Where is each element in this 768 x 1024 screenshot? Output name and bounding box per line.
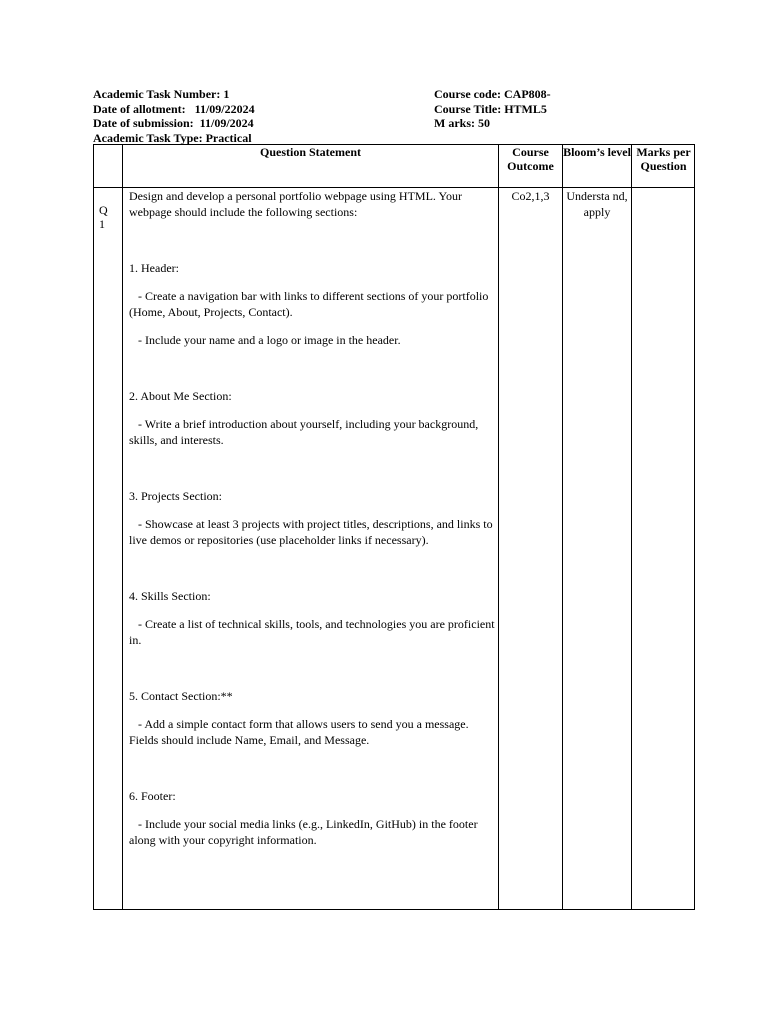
question-intro: Design and develop a personal portfolio webpage using HTML. Your webpage should include the following sections: <box>129 189 462 219</box>
header-row-1 <box>93 87 693 102</box>
section-title: 6. Footer: <box>129 789 176 803</box>
section-title: 3. Projects Section: <box>129 489 222 503</box>
section-item: - Add a simple contact form that allows users to send you a message. Fields should include Name, Email, and Message. <box>129 717 472 747</box>
col-header-marks-per-question: Marks per Question <box>636 145 691 174</box>
col-header-question-statement: Question Statement <box>260 145 361 159</box>
question-statement <box>129 188 497 848</box>
blooms-level-value: Understa nd, apply <box>566 189 628 219</box>
date-of-submission: Date of submission: 11/09/2024 <box>93 116 254 131</box>
question-number: Q 1 <box>99 203 108 231</box>
table-divider <box>122 145 123 909</box>
col-header-blooms-level: Bloom’s level <box>563 145 631 159</box>
table-divider <box>631 145 632 909</box>
col-header-course-outcome: Course Outcome <box>507 145 554 174</box>
section-item: - Include your social media links (e.g., LinkedIn, GitHub) in the footer along with your copyright information. <box>129 817 481 847</box>
assignment-header <box>93 87 693 145</box>
course-code: Course code: CAP808- <box>434 87 551 101</box>
task-number: Academic Task Number: 1 <box>93 87 230 101</box>
question-table <box>93 144 695 910</box>
course-outcome-value: Co2,1,3 <box>511 189 550 203</box>
task-type: Academic Task Type: Practical <box>93 130 252 145</box>
table-divider <box>562 145 563 909</box>
section-title: 1. Header: <box>129 261 179 275</box>
section-item: - Create a list of technical skills, tools, and technologies you are proficient in. <box>129 617 498 647</box>
section-item: - Write a brief introduction about yourself, including your background, skills, and interests. <box>129 417 482 447</box>
table-divider <box>498 145 499 909</box>
section-title: 4. Skills Section: <box>129 589 211 603</box>
section-title: 5. Contact Section:** <box>129 689 233 703</box>
section-item: - Showcase at least 3 projects with project titles, descriptions, and links to live demos or repositories (use placeholder links if necessary). <box>129 517 496 547</box>
total-marks: M arks: 50 <box>434 116 490 131</box>
section-item: - Include your name and a logo or image in the header. <box>129 333 401 347</box>
date-of-allotment: Date of allotment: 11/09/22024 <box>93 101 255 116</box>
header-row-3 <box>93 116 693 131</box>
section-item: - Create a navigation bar with links to different sections of your portfolio (Home, About, Projects, Contact). <box>129 289 492 319</box>
header-row-2 <box>93 102 693 117</box>
course-title: Course Title: HTML5 <box>434 101 547 116</box>
section-title: 2. About Me Section: <box>129 389 232 403</box>
